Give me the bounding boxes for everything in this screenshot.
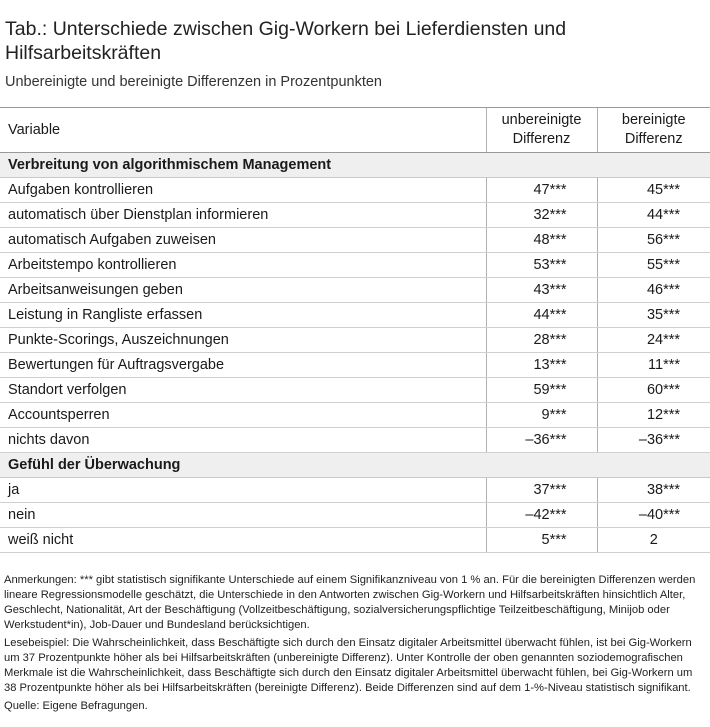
- table-row: [0, 228, 710, 253]
- table-row: [0, 328, 710, 353]
- table-header-row: [0, 108, 710, 153]
- column-header-adjusted: bereinigte Differenz: [597, 108, 710, 153]
- section-title-algorithmic-management: Verbreitung von algorithmischem Management: [0, 153, 710, 178]
- source-note: Quelle: Eigene Befragungen.: [4, 700, 148, 712]
- table-row: [0, 503, 710, 528]
- adjusted-value: 12***: [597, 403, 710, 428]
- row-label: Standort verfolgen: [0, 378, 486, 403]
- unadjusted-value: 48***: [486, 228, 597, 253]
- adjusted-value: 24***: [597, 328, 710, 353]
- row-label: ja: [0, 478, 486, 503]
- table-row: [0, 203, 710, 228]
- adjusted-value: 35***: [597, 303, 710, 328]
- unadjusted-value: 37***: [486, 478, 597, 503]
- table-row: [0, 528, 710, 553]
- differences-table: [0, 107, 710, 553]
- adjusted-value: –40***: [597, 503, 710, 528]
- adjusted-value: 46***: [597, 278, 710, 303]
- column-header-unadjusted: unbereinigte Differenz: [486, 108, 597, 153]
- table-row: [0, 278, 710, 303]
- unadjusted-value: 32***: [486, 203, 597, 228]
- table-row: [0, 378, 710, 403]
- row-label: Arbeitstempo kontrollieren: [0, 253, 486, 278]
- table-row: [0, 303, 710, 328]
- table-row: [0, 178, 710, 203]
- table-title: Tab.: Unterschiede zwischen Gig-Workern bei Lieferdiensten und Hilfsarbeitskräften: [5, 18, 567, 64]
- reading-example-note: Lesebeispiel: Die Wahrscheinlichkeit, dass Beschäftigte sich durch den Einsatz digitaler Arbeitsmittel überwacht fühlen, ist bei Gig-Workern um 37 Prozentpunkte höher als bei Hilfsarbeitskräften (unbereinigte Differenz). Unter Kontrolle der oben genannten soziodemografischen Merkmale ist die Wahrscheinlichkeit, dass Beschäftigte sich durch den Einsatz digitaler Arbeitsmittel überwacht fühlen, bei Gig-Workern um 38 Prozentpunkte höher als bei Hilfsarbeitskräften (bereinigte Differenz). Beide Differenzen sind auf dem 1-%-Niveau statistisch signifikant.: [4, 637, 693, 694]
- adjusted-value: 55***: [597, 253, 710, 278]
- table-row: [0, 403, 710, 428]
- unadjusted-value: 53***: [486, 253, 597, 278]
- unadjusted-value: –42***: [486, 503, 597, 528]
- unadjusted-value: –36***: [486, 428, 597, 453]
- adjusted-value: 60***: [597, 378, 710, 403]
- section-header-row: [0, 453, 710, 478]
- remarks-note: Anmerkungen: *** gibt statistisch signifikante Unterschiede auf einem Signifikanzniveau von 1 % an. Für die bereinigten Differenzen werden lineare Regressionsmodelle geschätzt, die Unterschiede in den Antworten zwischen Gig-Workern und Hilfsarbeitskräften hinsichtlich Alter, Geschlecht, Nationalität, Art der Beschäftigung (Vollzeitbeschäftigung, sozialversicherungspflichtige Teilzeitbeschäftigung, Minijob oder Werkstudent*in), Job-Dauer und Bundesland berücksichtigen.: [4, 574, 696, 631]
- adjusted-value: 45***: [597, 178, 710, 203]
- row-label: Arbeitsanweisungen geben: [0, 278, 486, 303]
- adjusted-value: –36***: [597, 428, 710, 453]
- adjusted-value: 2: [597, 528, 710, 553]
- row-label: automatisch Aufgaben zuweisen: [0, 228, 486, 253]
- row-label: Accountsperren: [0, 403, 486, 428]
- table-row: [0, 353, 710, 378]
- row-label: nichts davon: [0, 428, 486, 453]
- table-row: [0, 253, 710, 278]
- unadjusted-value: 44***: [486, 303, 597, 328]
- table-row: [0, 478, 710, 503]
- unadjusted-value: 9***: [486, 403, 597, 428]
- unadjusted-value: 59***: [486, 378, 597, 403]
- unadjusted-value: 5***: [486, 528, 597, 553]
- row-label: nein: [0, 503, 486, 528]
- column-header-variable: Variable: [0, 108, 486, 153]
- adjusted-value: 38***: [597, 478, 710, 503]
- table-row: [0, 428, 710, 453]
- adjusted-value: 44***: [597, 203, 710, 228]
- row-label: Bewertungen für Auftragsvergabe: [0, 353, 486, 378]
- row-label: Aufgaben kontrollieren: [0, 178, 486, 203]
- section-header-row: [0, 153, 710, 178]
- unadjusted-value: 47***: [486, 178, 597, 203]
- notes-block: [4, 573, 706, 717]
- unadjusted-value: 28***: [486, 328, 597, 353]
- row-label: weiß nicht: [0, 528, 486, 553]
- row-label: automatisch über Dienstplan informieren: [0, 203, 486, 228]
- adjusted-value: 56***: [597, 228, 710, 253]
- adjusted-value: 11***: [597, 353, 710, 378]
- unadjusted-value: 43***: [486, 278, 597, 303]
- section-title-surveillance: Gefühl der Überwachung: [0, 453, 710, 478]
- row-label: Leistung in Rangliste erfassen: [0, 303, 486, 328]
- table-subtitle: Unbereinigte und bereinigte Differenzen in Prozentpunkten: [5, 74, 382, 90]
- unadjusted-value: 13***: [486, 353, 597, 378]
- row-label: Punkte-Scorings, Auszeichnungen: [0, 328, 486, 353]
